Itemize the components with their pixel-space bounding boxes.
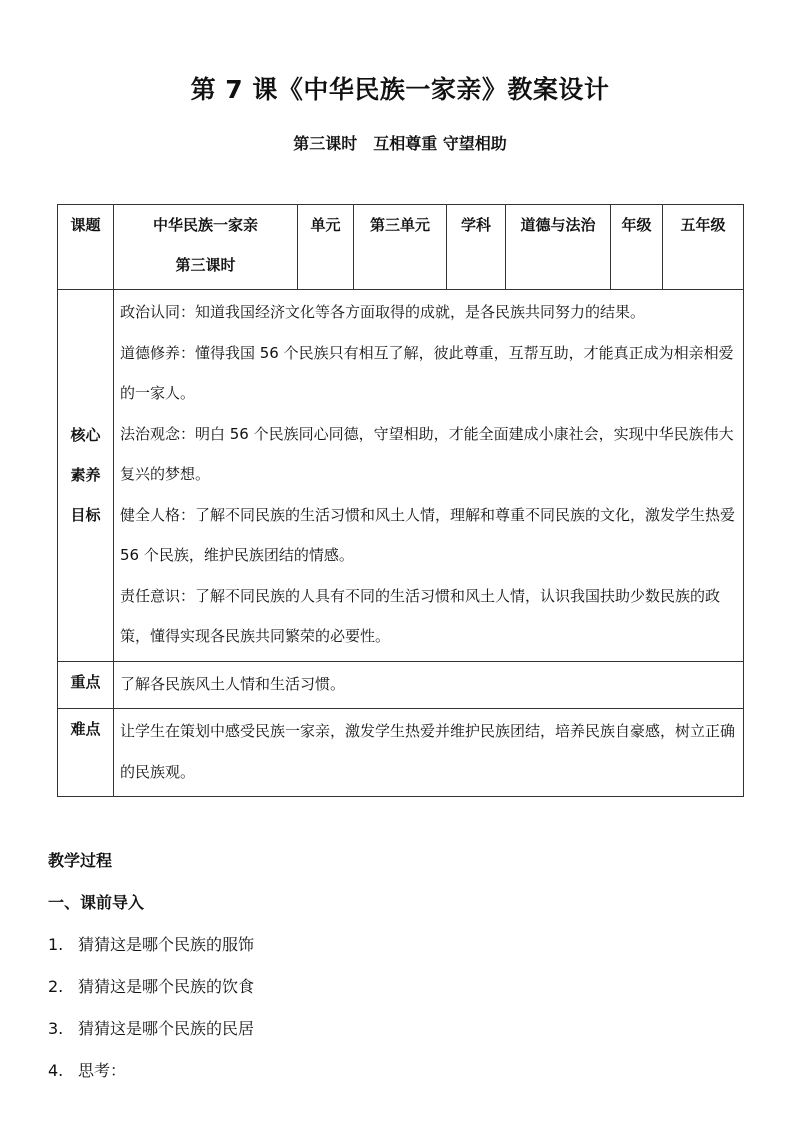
list-item xyxy=(48,1058,126,1081)
topic-line-1: 中华民族一家亲 xyxy=(152,216,258,234)
core-label-line-3: 目标 xyxy=(70,506,101,525)
topic-label: 课题 xyxy=(58,205,114,290)
key-points-value: 了解各民族风土人情和生活习惯。 xyxy=(114,661,744,709)
core-goal-item: 道德修养：懂得我国 56 个民族只有相互了解，彼此尊重，互帮互助，才能真正成为相亲相爱的一家人。 xyxy=(120,343,734,402)
list-number: 2. xyxy=(48,977,64,996)
list-number: 3. xyxy=(48,1019,64,1038)
list-text: 思考： xyxy=(78,1061,127,1080)
difficult-points-label: 难点 xyxy=(58,709,114,797)
list-text: 猜猜这是哪个民族的饮食 xyxy=(78,977,255,996)
core-goals-content xyxy=(114,290,744,662)
list-item xyxy=(48,932,254,955)
list-text: 猜猜这是哪个民族的服饰 xyxy=(78,935,255,954)
core-goal-item: 法治观念：明白 56 个民族同心同德，守望相助，才能全面建成小康社会，实现中华民族伟大复兴的梦想。 xyxy=(120,424,734,483)
page-subtitle: 第三课时 互相尊重 守望相助 xyxy=(293,134,507,153)
topic-value xyxy=(114,205,298,290)
core-goal-item: 健全人格：了解不同民族的生活习惯和风土人情，理解和尊重不同民族的文化，激发学生热爱 56 个民族，维护民族团结的情感。 xyxy=(120,505,736,564)
list-item xyxy=(48,1016,254,1039)
core-goals-row xyxy=(58,290,744,662)
page-title: 第 7 课《中华民族一家亲》教案设计 xyxy=(190,75,610,104)
table-header-row xyxy=(58,205,744,290)
key-points-row xyxy=(58,661,744,709)
core-goals-label xyxy=(58,290,114,662)
subject-label: 学科 xyxy=(447,205,506,290)
topic-line-2: 第三课时 xyxy=(175,256,236,274)
list-number: 1. xyxy=(48,935,64,954)
lesson-info-table xyxy=(57,204,744,797)
key-points-label: 重点 xyxy=(58,661,114,709)
subject-value: 道德与法治 xyxy=(506,205,611,290)
core-goal-item: 责任意识：了解不同民族的人具有不同的生活习惯和风土人情，认识我国扶助少数民族的政策，懂得实现各民族共同繁荣的必要性。 xyxy=(120,586,721,645)
core-label-line-2: 素养 xyxy=(70,466,101,485)
unit-value: 第三单元 xyxy=(354,205,447,290)
difficult-points-value: 让学生在策划中感受民族一家亲，激发学生热爱并维护民族团结，培养民族自豪感，树立正确的民族观。 xyxy=(114,709,744,797)
grade-label: 年级 xyxy=(611,205,663,290)
difficult-points-row xyxy=(58,709,744,797)
process-heading: 教学过程 xyxy=(48,851,113,870)
list-item xyxy=(48,974,254,997)
section-1-heading: 一、课前导入 xyxy=(48,893,145,912)
core-goal-item: 政治认同：知道我国经济文化等各方面取得的成就，是各民族共同努力的结果。 xyxy=(120,303,646,321)
list-number: 4. xyxy=(48,1061,64,1080)
grade-value: 五年级 xyxy=(663,205,744,290)
list-text: 猜猜这是哪个民族的民居 xyxy=(78,1019,255,1038)
unit-label: 单元 xyxy=(298,205,354,290)
core-label-line-1: 核心 xyxy=(70,426,101,445)
